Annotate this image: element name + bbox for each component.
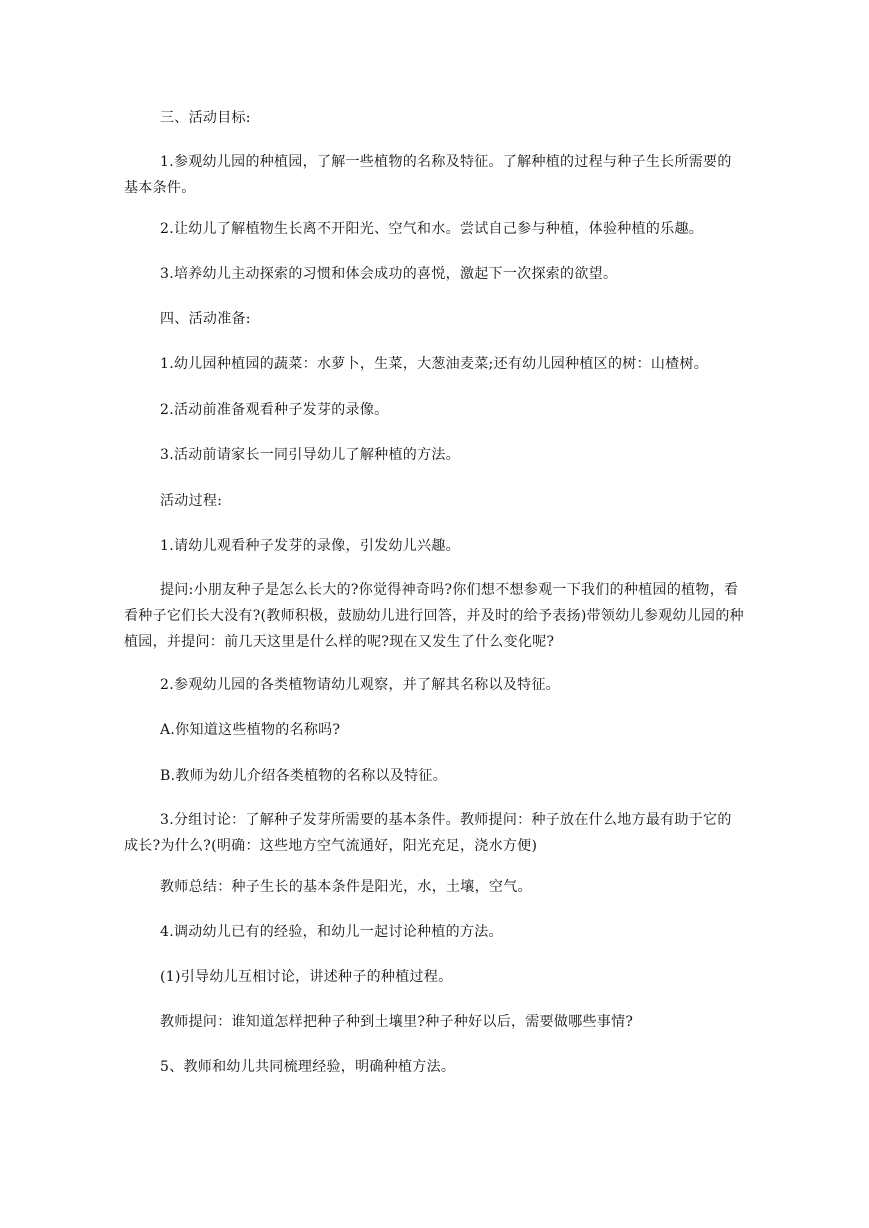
preparation-item-1: 1.幼儿园种植园的蔬菜：水萝卜，生菜，大葱油麦菜;还有幼儿园种植区的树：山楂树。 (160, 356, 709, 372)
process-item-b: B.教师为幼儿介绍各类植物的名称以及特征。 (160, 768, 448, 784)
process-item-2: 2.参观幼儿园的各类植物请幼儿观察，并了解其名称以及特征。 (160, 677, 561, 693)
goal-item-1: 1.参观幼儿园的种植园，了解一些植物的名称及特征。了解种植的过程与种子生长所需要的基本条件。 (124, 154, 732, 196)
preparation-item-3: 3.活动前请家长一同引导幼儿了解种植的方法。 (160, 447, 460, 463)
section-heading-goals: 三、活动目标: (160, 110, 251, 126)
teacher-question: 教师提问：谁知道怎样把种子种到土壤里?种子种好以后，需要做哪些事情? (160, 1014, 634, 1030)
process-subitem-1: (1)引导幼儿互相讨论，讲述种子的种植过程。 (160, 969, 453, 985)
preparation-item-2: 2.活动前准备观看种子发芽的录像。 (160, 402, 389, 418)
process-item-a: A.你知道这些植物的名称吗? (160, 722, 341, 738)
process-item-4: 4.调动幼儿已有的经验，和幼儿一起讨论种植的方法。 (160, 924, 503, 940)
process-item-1: 1.请幼儿观看种子发芽的录像，引发幼儿兴趣。 (160, 538, 460, 554)
teacher-summary: 教师总结：种子生长的基本条件是阳光，水，土壤，空气。 (160, 879, 532, 895)
goal-item-3: 3.培养幼儿主动探索的习惯和体会成功的喜悦，激起下一次探索的欲望。 (160, 266, 618, 282)
goal-item-2: 2.让幼儿了解植物生长离不开阳光、空气和水。尝试自己参与种植，体验种植的乐趣。 (160, 221, 704, 237)
section-heading-process: 活动过程: (160, 493, 223, 509)
section-heading-preparation: 四、活动准备: (160, 311, 251, 327)
process-question-paragraph: 提问:小朋友种子是怎么长大的?你觉得神奇吗?你们想不想参观一下我们的种植园的植物，看看种子它们长大没有?(教师积极，鼓励幼儿进行回答，并及时的给予表扬)带领幼儿参观幼儿园的种植园，并提问：前几天这里是什么样的呢?现在又发生了什么变化呢? (124, 582, 744, 650)
process-item-3: 3.分组讨论：了解种子发芽所需要的基本条件。教师提问：种子放在什么地方最有助于它的成长?为什么?(明确：这些地方空气流通好，阳光充足，浇水方便) (124, 812, 732, 854)
process-item-5: 5、教师和幼儿共同梳理经验，明确种植方法。 (160, 1059, 456, 1075)
